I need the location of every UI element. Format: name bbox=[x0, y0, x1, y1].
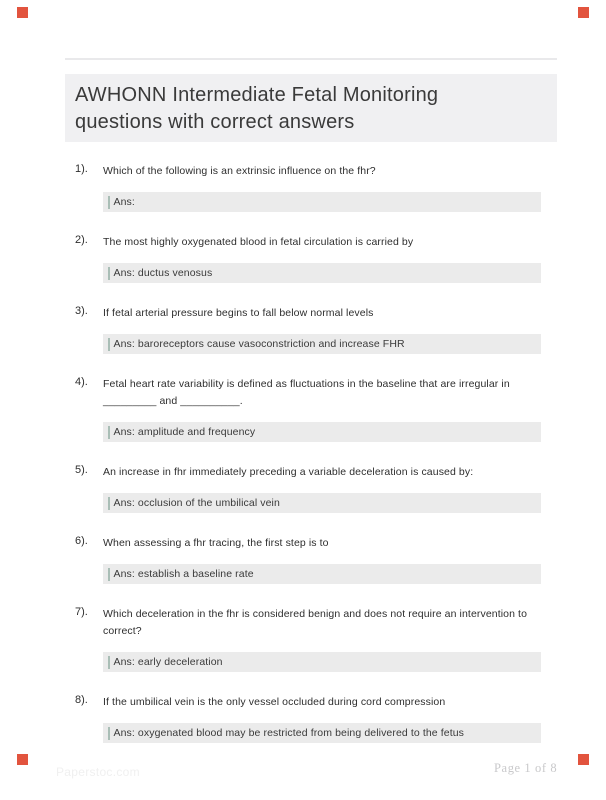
site-watermark: Paperstoc.com bbox=[56, 765, 140, 779]
corner-marker-bottom-left bbox=[17, 754, 28, 765]
title-block bbox=[65, 74, 557, 142]
question-number: 7). bbox=[75, 606, 88, 618]
answer-box bbox=[103, 263, 541, 283]
question-number: 4). bbox=[75, 376, 88, 388]
question-number: 6). bbox=[75, 535, 88, 547]
text-caret-icon bbox=[108, 338, 110, 351]
corner-marker-bottom-right bbox=[578, 754, 589, 765]
question-number: 1). bbox=[75, 163, 88, 175]
answer-box bbox=[103, 564, 541, 584]
text-caret-icon bbox=[108, 497, 110, 510]
question-item-6 bbox=[75, 535, 541, 584]
question-text: Which deceleration in the fhr is considered benign and does not require an intervention to correct? bbox=[103, 608, 528, 637]
text-caret-icon bbox=[108, 426, 110, 439]
answer-text: Ans: baroreceptors cause vasoconstriction and increase FHR bbox=[113, 338, 405, 350]
question-item-5 bbox=[75, 464, 541, 513]
answer-text: Ans: amplitude and frequency bbox=[113, 426, 256, 438]
answer-text: Ans: bbox=[113, 196, 135, 208]
text-caret-icon bbox=[108, 568, 110, 581]
question-text: Fetal heart rate variability is defined as fluctuations in the baseline that are irregular in _________ and __________. bbox=[103, 378, 510, 407]
question-text: If the umbilical vein is the only vessel occluded during cord compression bbox=[103, 696, 446, 708]
question-item-1 bbox=[75, 163, 541, 212]
question-text: The most highly oxygenated blood in fetal circulation is carried by bbox=[103, 236, 414, 248]
answer-text: Ans: ductus venosus bbox=[113, 267, 213, 279]
page-number-label: Page 1 of 8 bbox=[494, 761, 558, 775]
answer-box bbox=[103, 493, 541, 513]
text-caret-icon bbox=[108, 267, 110, 280]
title-divider bbox=[65, 58, 557, 60]
text-caret-icon bbox=[108, 196, 110, 209]
question-text: When assessing a fhr tracing, the first step is to bbox=[103, 537, 329, 549]
corner-marker-top-right bbox=[578, 7, 589, 18]
answer-box bbox=[103, 652, 541, 672]
question-text: An increase in fhr immediately preceding a variable deceleration is caused by: bbox=[103, 466, 474, 478]
answer-box bbox=[103, 723, 541, 743]
question-number: 3). bbox=[75, 305, 88, 317]
question-text: Which of the following is an extrinsic influence on the fhr? bbox=[103, 165, 376, 177]
answer-text: Ans: establish a baseline rate bbox=[113, 568, 254, 580]
question-text: If fetal arterial pressure begins to fall below normal levels bbox=[103, 307, 374, 319]
text-caret-icon bbox=[108, 727, 110, 740]
question-number: 8). bbox=[75, 694, 88, 706]
answer-box bbox=[103, 192, 541, 212]
page-title: AWHONN Intermediate Fetal Monitoring questions with correct answers bbox=[75, 84, 439, 133]
text-caret-icon bbox=[108, 656, 110, 669]
answer-text: Ans: occlusion of the umbilical vein bbox=[113, 497, 280, 509]
question-number: 5). bbox=[75, 464, 88, 476]
question-item-2 bbox=[75, 234, 541, 283]
answer-text: Ans: early deceleration bbox=[113, 656, 223, 668]
answer-box bbox=[103, 334, 541, 354]
corner-marker-top-left bbox=[17, 7, 28, 18]
question-item-8 bbox=[75, 694, 541, 743]
question-list bbox=[75, 163, 541, 765]
question-number: 2). bbox=[75, 234, 88, 246]
question-item-4 bbox=[75, 376, 541, 442]
question-item-7 bbox=[75, 606, 541, 672]
answer-text: Ans: oxygenated blood may be restricted from being delivered to the fetus bbox=[113, 727, 464, 739]
answer-box bbox=[103, 422, 541, 442]
question-item-3 bbox=[75, 305, 541, 354]
